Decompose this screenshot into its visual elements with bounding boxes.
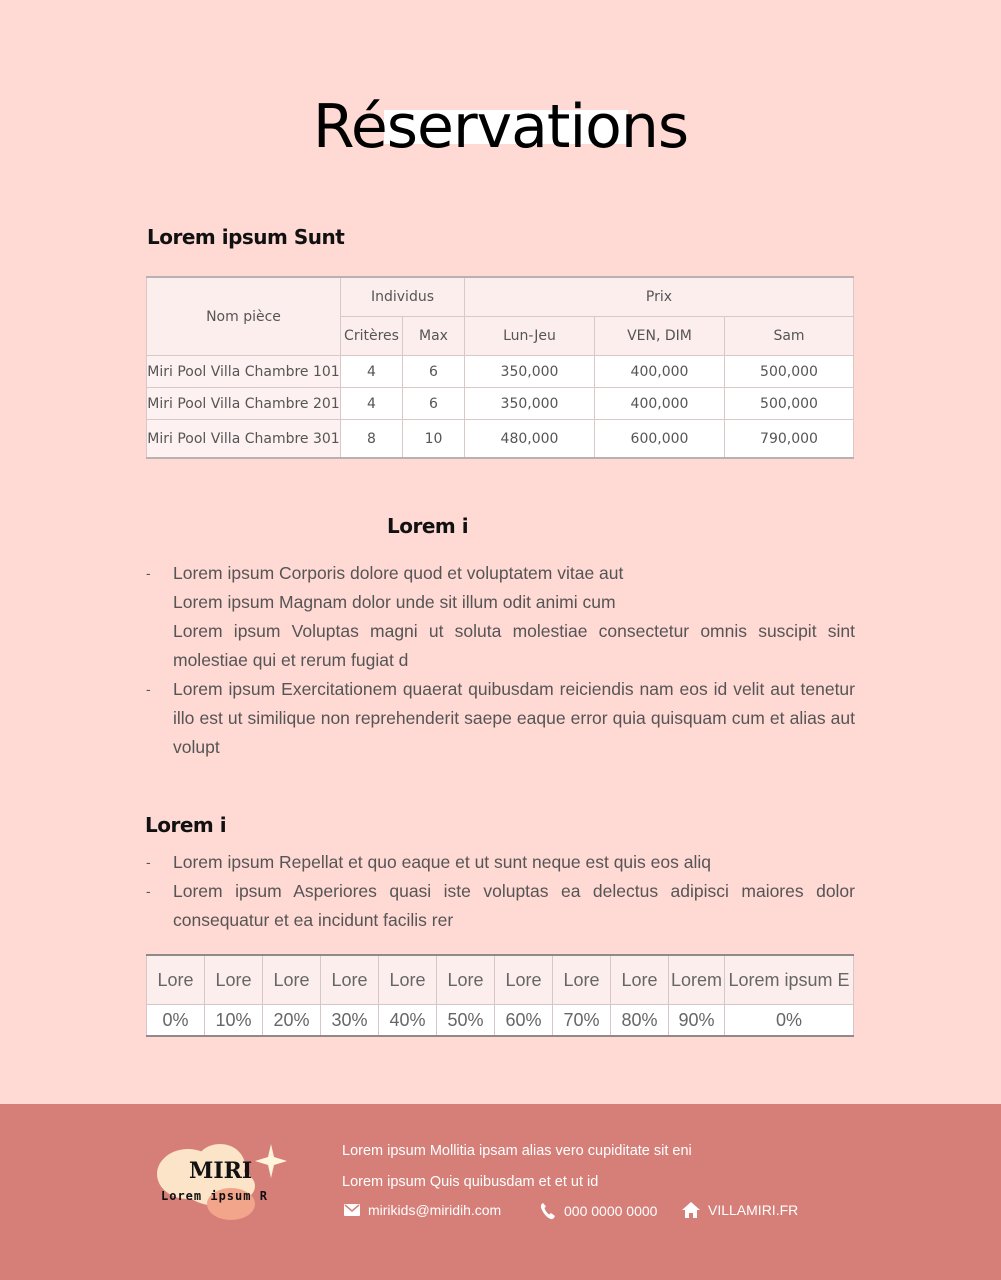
pct-value: 90% — [669, 1005, 725, 1037]
phone-text[interactable]: 000 0000 0000 — [564, 1203, 658, 1219]
list-item: - Lorem ipsum Asperiores quasi iste voluptas ea delectus adipisci maiores dolor consequatur et ea incidunt facilis rer — [146, 881, 855, 930]
section-heading-1: Lorem ipsum Sunt — [147, 225, 345, 249]
page-title: Réservations — [312, 92, 689, 162]
price-ven-dim: 400,000 — [595, 388, 725, 420]
price-sam: 500,000 — [725, 356, 854, 388]
footer — [0, 1104, 1001, 1280]
percent-table — [146, 954, 854, 1037]
list-item: - Lorem ipsum Exercitationem quaerat quibusdam reiciendis nam eos id velit aut tenetur illo est ut similique non reprehenderit saepe eaque error quia quisquam cum et alias aut volupt — [146, 679, 855, 757]
bullet-list-1 — [146, 559, 855, 762]
email-text[interactable]: mirikids@miridih.com — [368, 1202, 502, 1218]
room-criteres: 4 — [341, 356, 403, 388]
price-sam: 790,000 — [725, 420, 854, 459]
pct-header: Lore — [495, 955, 553, 1005]
phone-icon — [540, 1202, 556, 1220]
pct-header: Lore — [553, 955, 611, 1005]
section-heading-2: Lorem i — [387, 514, 469, 538]
logo — [155, 1144, 295, 1224]
room-max: 10 — [403, 420, 465, 459]
pct-value: 30% — [321, 1005, 379, 1037]
room-criteres: 8 — [341, 420, 403, 459]
list-item: - Lorem ipsum Corporis dolore quod et voluptatem vitae aut Lorem ipsum Magnam dolor unde sit illum odit animi cum Lorem ipsum Voluptas magni ut soluta molestiae consectetur omnis suscipit sint molestiae qui et rerum fugiat d — [146, 563, 855, 670]
price-lun-jeu: 480,000 — [465, 420, 595, 459]
list-item: - Lorem ipsum Repellat et quo eaque et ut sunt neque est quis eos aliq — [146, 852, 711, 872]
header-prix: Prix — [465, 277, 854, 317]
pct-value: 70% — [553, 1005, 611, 1037]
pct-header: Lore — [205, 955, 263, 1005]
room-name: Miri Pool Villa Chambre 301 — [147, 420, 341, 459]
price-sam: 500,000 — [725, 388, 854, 420]
table-row — [147, 356, 854, 388]
room-criteres: 4 — [341, 388, 403, 420]
header-lun-jeu: Lun-Jeu — [465, 317, 595, 356]
price-ven-dim: 400,000 — [595, 356, 725, 388]
room-name: Miri Pool Villa Chambre 201 — [147, 388, 341, 420]
pct-header: Lore — [611, 955, 669, 1005]
pct-value: 60% — [495, 1005, 553, 1037]
footer-line-2: Lorem ipsum Quis quibusdam et et ut id — [342, 1174, 599, 1190]
pct-value: 40% — [379, 1005, 437, 1037]
header-individus: Individus — [341, 277, 465, 317]
price-lun-jeu: 350,000 — [465, 388, 595, 420]
room-max: 6 — [403, 388, 465, 420]
logo-main-text: MIRI — [189, 1158, 253, 1184]
pct-header: Lorem — [669, 955, 725, 1005]
footer-website[interactable] — [682, 1202, 798, 1218]
home-icon — [682, 1202, 700, 1218]
header-ven-dim: VEN, DIM — [595, 317, 725, 356]
header-max: Max — [403, 317, 465, 356]
section-heading-3: Lorem i — [145, 813, 227, 837]
bullet-list-2 — [146, 848, 855, 935]
footer-email[interactable] — [344, 1202, 501, 1218]
room-max: 6 — [403, 356, 465, 388]
pct-header: Lorem ipsum E — [725, 955, 854, 1005]
table-row — [147, 420, 854, 459]
pct-value: 20% — [263, 1005, 321, 1037]
website-text[interactable]: VILLAMIRI.FR — [708, 1202, 799, 1218]
pct-value: 0% — [147, 1005, 205, 1037]
sparkle-icon — [255, 1144, 287, 1178]
mail-icon — [344, 1204, 360, 1216]
header-criteres: Critères — [341, 317, 403, 356]
rooms-table — [146, 276, 854, 459]
pct-value: 50% — [437, 1005, 495, 1037]
table-row — [147, 388, 854, 420]
footer-phone[interactable] — [540, 1202, 657, 1220]
pct-header: Lore — [263, 955, 321, 1005]
room-name: Miri Pool Villa Chambre 101 — [147, 356, 341, 388]
header-nom-piece: Nom pièce — [147, 277, 341, 356]
header-sam: Sam — [725, 317, 854, 356]
pct-header: Lore — [379, 955, 437, 1005]
price-lun-jeu: 350,000 — [465, 356, 595, 388]
pct-header: Lore — [321, 955, 379, 1005]
price-ven-dim: 600,000 — [595, 420, 725, 459]
pct-value: 10% — [205, 1005, 263, 1037]
pct-value: 0% — [725, 1005, 854, 1037]
logo-sub-text: Lorem ipsum R — [161, 1189, 268, 1203]
footer-line-1: Lorem ipsum Mollitia ipsam alias vero cupiditate sit eni — [342, 1143, 692, 1159]
pct-header: Lore — [147, 955, 205, 1005]
pct-header: Lore — [437, 955, 495, 1005]
pct-value: 80% — [611, 1005, 669, 1037]
